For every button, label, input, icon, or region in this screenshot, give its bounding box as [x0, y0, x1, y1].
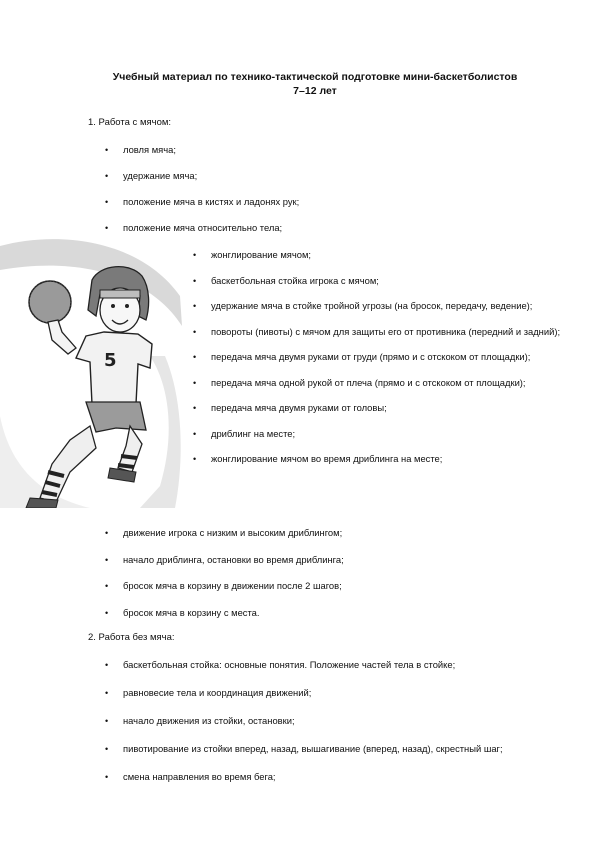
list-item: • пивотирование из стойки вперед, назад, вышагивание (вперед, назад), скрестный шаг;	[105, 743, 503, 754]
list-item: • начало дриблинга, остановки во время дриблинга;	[105, 553, 344, 565]
bullet-icon: •	[105, 716, 109, 726]
list-item: • баскетбольная стойка: основные понятия. Положение частей тела в стойке;	[105, 659, 456, 670]
list-item: • положение мяча относительно тела;	[105, 222, 283, 233]
bullet-icon: •	[105, 554, 109, 565]
list-item: • повороты (пивоты) с мячом для защиты его от противника (передний и задний);	[193, 325, 561, 337]
bullet-icon: •	[105, 660, 109, 670]
bullet-icon: •	[105, 581, 109, 591]
svg-text:5: 5	[104, 350, 117, 371]
bullet-icon: •	[193, 352, 197, 362]
bullet-icon: •	[105, 171, 109, 181]
list-item: • удержание мяча;	[105, 170, 198, 181]
list-item: • дриблинг на месте;	[193, 427, 296, 439]
bullet-icon: •	[105, 145, 109, 155]
bullet-icon: •	[193, 403, 197, 413]
list-item: • баскетбольная стойка игрока с мячом;	[193, 274, 379, 286]
bullet-icon: •	[105, 197, 109, 207]
bullet-icon: •	[193, 250, 197, 260]
bullet-icon: •	[193, 301, 197, 311]
basketball-player-illustration	[0, 236, 182, 508]
list-item: • смена направления во время бега;	[105, 771, 276, 782]
list-item: • бросок мяча в корзину в движении после 2 шагов;	[105, 580, 342, 591]
bullet-icon: •	[193, 275, 197, 286]
list-item: • начало движения из стойки, остановки;	[105, 715, 295, 726]
title-line-1: Учебный материал по технико-тактической подготовке мини-баскетболистов	[112, 71, 518, 83]
list-item: • ловля мяча;	[105, 144, 176, 155]
list-item: • удержание мяча в стойке тройной угрозы (на бросок, передачу, ведение);	[193, 300, 533, 311]
section-1-list-top	[105, 144, 563, 248]
list-item: • передача мяча двумя руками от груди (прямо и с отскоком от площадки);	[193, 351, 531, 362]
bullet-icon: •	[105, 223, 109, 233]
list-item: • движение игрока с низким и высоким дриблингом;	[105, 527, 343, 538]
list-item: • равновесие тела и координация движений;	[105, 687, 312, 698]
list-item: • жонглирование мячом во время дриблинга на месте;	[193, 453, 443, 464]
bullet-icon: •	[105, 607, 109, 618]
section-1-list-side	[193, 249, 566, 479]
list-item: • положение мяча в кистях и ладонях рук;	[105, 196, 300, 207]
section-2-list	[105, 659, 563, 799]
list-item: • передача мяча двумя руками от головы;	[193, 402, 387, 413]
bullet-icon: •	[105, 772, 109, 782]
section-1-heading: 1. Работа с мячом:	[88, 117, 172, 128]
document-title	[60, 70, 570, 98]
section-1-list-bottom	[105, 527, 563, 633]
bullet-icon: •	[105, 688, 109, 698]
list-item: • передача мяча одной рукой от плеча (прямо и с отскоком от площадки);	[193, 376, 526, 388]
bullet-icon: •	[193, 377, 197, 388]
bullet-icon: •	[193, 428, 197, 439]
bullet-icon: •	[193, 454, 197, 464]
bullet-icon: •	[105, 528, 109, 538]
list-item: • жонглирование мячом;	[193, 249, 312, 260]
ball-icon	[29, 281, 71, 323]
bullet-icon: •	[193, 326, 197, 337]
title-line-2: 7–12 лет	[293, 85, 337, 97]
section-2-heading: 2. Работа без мяча:	[88, 632, 175, 643]
bullet-icon: •	[105, 744, 109, 754]
list-item: • бросок мяча в корзину с места.	[105, 606, 260, 618]
